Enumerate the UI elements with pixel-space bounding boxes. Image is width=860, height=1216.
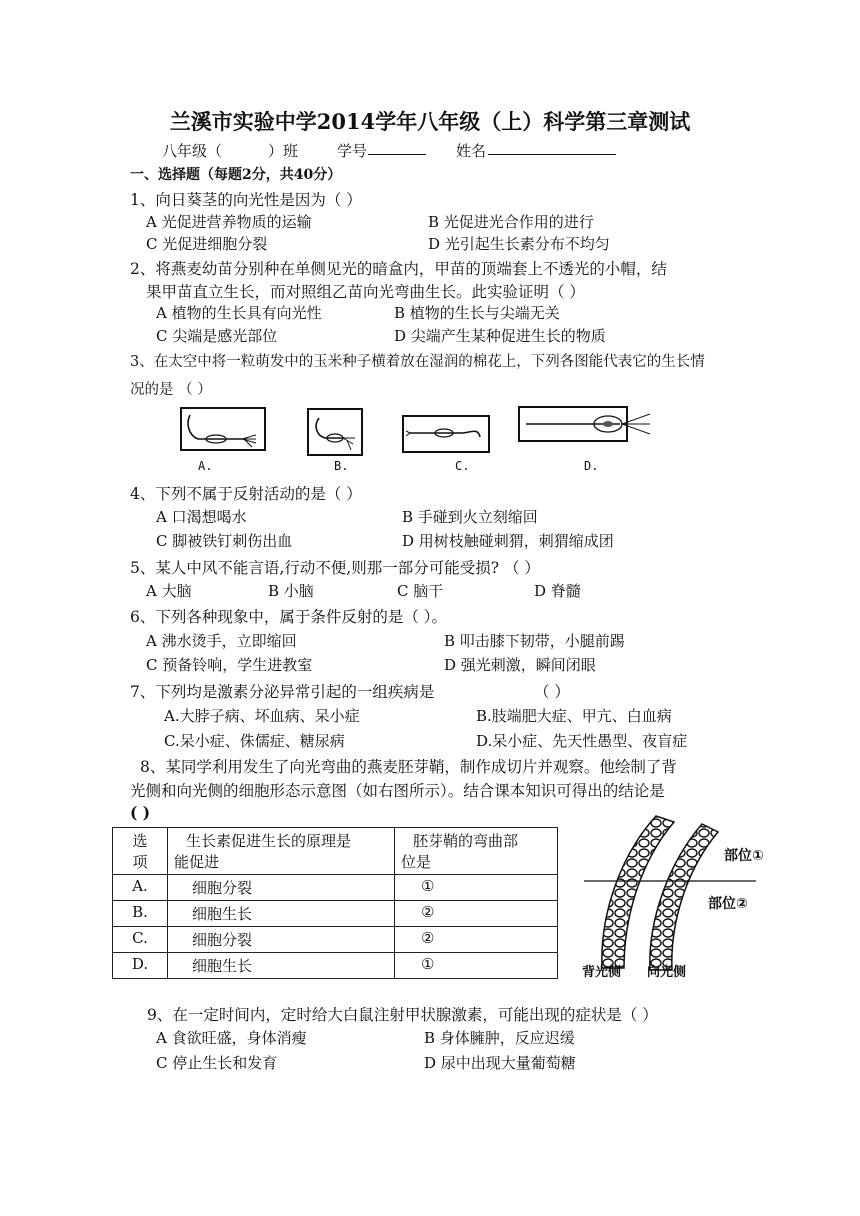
seed-c-drawing	[404, 417, 488, 451]
q8-stem-line1: 8、某同学利用发生了向光弯曲的燕麦胚芽鞘，制作成切片并观察。他绘制了背	[140, 758, 677, 776]
row-principle: 细胞分裂	[168, 875, 395, 901]
q3-stem-line1: 3、在太空中将一粒萌发中的玉米种子横着放在湿润的棉花上，下列各图能代表它的生长情	[130, 354, 705, 370]
seed-figure-d[interactable]	[518, 406, 628, 442]
q9-option-a[interactable]: A 食欲旺盛，身体消瘦	[156, 1029, 307, 1047]
light-side-label: 向光侧	[647, 965, 687, 980]
q2-option-d[interactable]: D 尖端产生某种促进生长的物质	[394, 327, 606, 345]
row-option: B.	[113, 901, 168, 927]
q2-option-c[interactable]: C 尖端是感光部位	[156, 327, 278, 345]
row-principle: 细胞分裂	[168, 927, 395, 953]
q6-stem: 6、下列各种现象中，属于条件反射的是（ ）。	[130, 608, 448, 626]
name-blank[interactable]	[488, 140, 616, 155]
q2-stem-line1: 2、将燕麦幼苗分别种在单侧见光的暗盒内，甲苗的顶端套上不透光的小帽，结	[130, 260, 667, 278]
q6-option-d[interactable]: D 强光刺激，瞬间闭眼	[444, 656, 596, 674]
row-part: ②	[395, 927, 558, 953]
q7-option-d[interactable]: D.呆小症、先天性愚型、夜盲症	[476, 732, 688, 750]
page-title: 兰溪市实验中学2014学年八年级（上）科学第三章测试	[169, 109, 691, 134]
q5-stem: 5、某人中风不能言语,行动不便,则那一部分可能受损? （ ）	[130, 559, 540, 577]
seed-label-c: C.	[455, 459, 470, 473]
q2-option-b[interactable]: B 植物的生长与尖端无关	[394, 304, 560, 322]
row-option: C.	[113, 927, 168, 953]
q9-option-d[interactable]: D 尿中出现大量葡萄糖	[424, 1054, 576, 1072]
q4-stem: 4、下列不属于反射活动的是（ ）	[130, 485, 362, 503]
q2-option-a[interactable]: A 植物的生长具有向光性	[156, 304, 322, 322]
q7-stem: 7、下列均是激素分泌异常引起的一组疾病是	[130, 683, 435, 701]
q5-option-b[interactable]: B 小脑	[268, 582, 314, 600]
q6-option-a[interactable]: A 沸水烫手，立即缩回	[146, 632, 297, 650]
q8-stem-paren[interactable]: ( )	[130, 803, 151, 822]
position-2-label: 部位②	[708, 896, 748, 912]
seed-label-a: A.	[198, 459, 213, 473]
row-part: ②	[395, 901, 558, 927]
student-id-label: 学号	[337, 142, 368, 160]
seed-a-drawing	[182, 409, 264, 449]
q4-option-a[interactable]: A 口渴想喝水	[156, 508, 247, 526]
seed-figure-c[interactable]	[402, 415, 490, 453]
seed-b-drawing	[309, 410, 361, 454]
q2-stem-line2: 果甲苗直立生长，而对照组乙苗向光弯曲生长。此实验证明（ ）	[146, 283, 585, 301]
q3-stem-line2: 况的是 （ ）	[130, 382, 212, 398]
q7-answer-paren[interactable]: （ ）	[534, 683, 570, 701]
q1-stem: 1、向日葵茎的向光性是因为（ ）	[130, 191, 362, 209]
row-option: D.	[113, 953, 168, 979]
name-label: 姓名	[456, 142, 487, 160]
table-row[interactable]	[113, 875, 558, 901]
q9-option-c[interactable]: C 停止生长和发育	[156, 1054, 278, 1072]
seed-d-drawing	[520, 408, 654, 440]
section-heading: 一、选择题（每题2分，共40分）	[130, 167, 342, 183]
q9-option-b[interactable]: B 身体臃肿，反应迟缓	[424, 1029, 575, 1047]
table-row[interactable]	[113, 927, 558, 953]
q7-option-b[interactable]: B.肢端肥大症、甲亢、白血病	[476, 707, 672, 725]
q7-option-c[interactable]: C.呆小症、侏儒症、糖尿病	[164, 732, 345, 750]
row-part: ①	[395, 875, 558, 901]
seed-label-b: B.	[334, 459, 349, 473]
q1-option-a[interactable]: A 光促进营养物质的运输	[146, 213, 312, 231]
seed-figure-b[interactable]	[307, 408, 363, 456]
header-option: 选 项	[113, 828, 168, 875]
q6-option-b[interactable]: B 叩击膝下韧带，小腿前踢	[444, 632, 625, 650]
q1-option-b[interactable]: B 光促进光合作用的进行	[428, 213, 594, 231]
q5-option-c[interactable]: C 脑干	[397, 582, 444, 600]
seed-figure-a[interactable]	[180, 407, 266, 451]
row-option: A.	[113, 875, 168, 901]
q5-option-d[interactable]: D 脊髓	[534, 582, 581, 600]
row-part: ①	[395, 953, 558, 979]
student-id-blank[interactable]	[368, 140, 426, 155]
class-label: ）班	[268, 142, 299, 160]
seed-label-d: D.	[584, 459, 599, 473]
header-principle: 生长素促进生长的原理是 能促进	[168, 828, 395, 875]
q9-stem: 9、在一定时间内，定时给大白鼠注射甲状腺激素，可能出现的症状是（ ）	[147, 1006, 658, 1024]
q4-option-d[interactable]: D 用树枝触碰刺猬，刺猬缩成团	[402, 532, 614, 550]
q1-option-d[interactable]: D 光引起生长素分布不均匀	[428, 235, 610, 253]
q8-table	[112, 827, 558, 979]
row-principle: 细胞生长	[168, 953, 395, 979]
grade-label: 八年级（	[162, 142, 223, 160]
q7-option-a[interactable]: A.大脖子病、坏血病、呆小症	[164, 707, 360, 725]
q8-stem-line2: 光侧和向光侧的细胞形态示意图（如右图所示）。结合课本知识可得出的结论是	[130, 782, 665, 800]
header-bend-part: 胚芽鞘的弯曲部 位是	[395, 828, 558, 875]
table-header-row	[113, 828, 558, 875]
back-light-side-label: 背光侧	[582, 965, 622, 980]
q1-option-c[interactable]: C 光促进细胞分裂	[146, 235, 268, 253]
q6-option-c[interactable]: C 预备铃响，学生进教室	[146, 656, 313, 674]
q4-option-b[interactable]: B 手碰到火立刻缩回	[402, 508, 538, 526]
q4-option-c[interactable]: C 脚被铁钉刺伤出血	[156, 532, 293, 550]
row-principle: 细胞生长	[168, 901, 395, 927]
q5-option-a[interactable]: A 大脑	[146, 582, 192, 600]
position-1-label: 部位①	[724, 848, 764, 864]
table-row[interactable]	[113, 901, 558, 927]
table-row[interactable]	[113, 953, 558, 979]
